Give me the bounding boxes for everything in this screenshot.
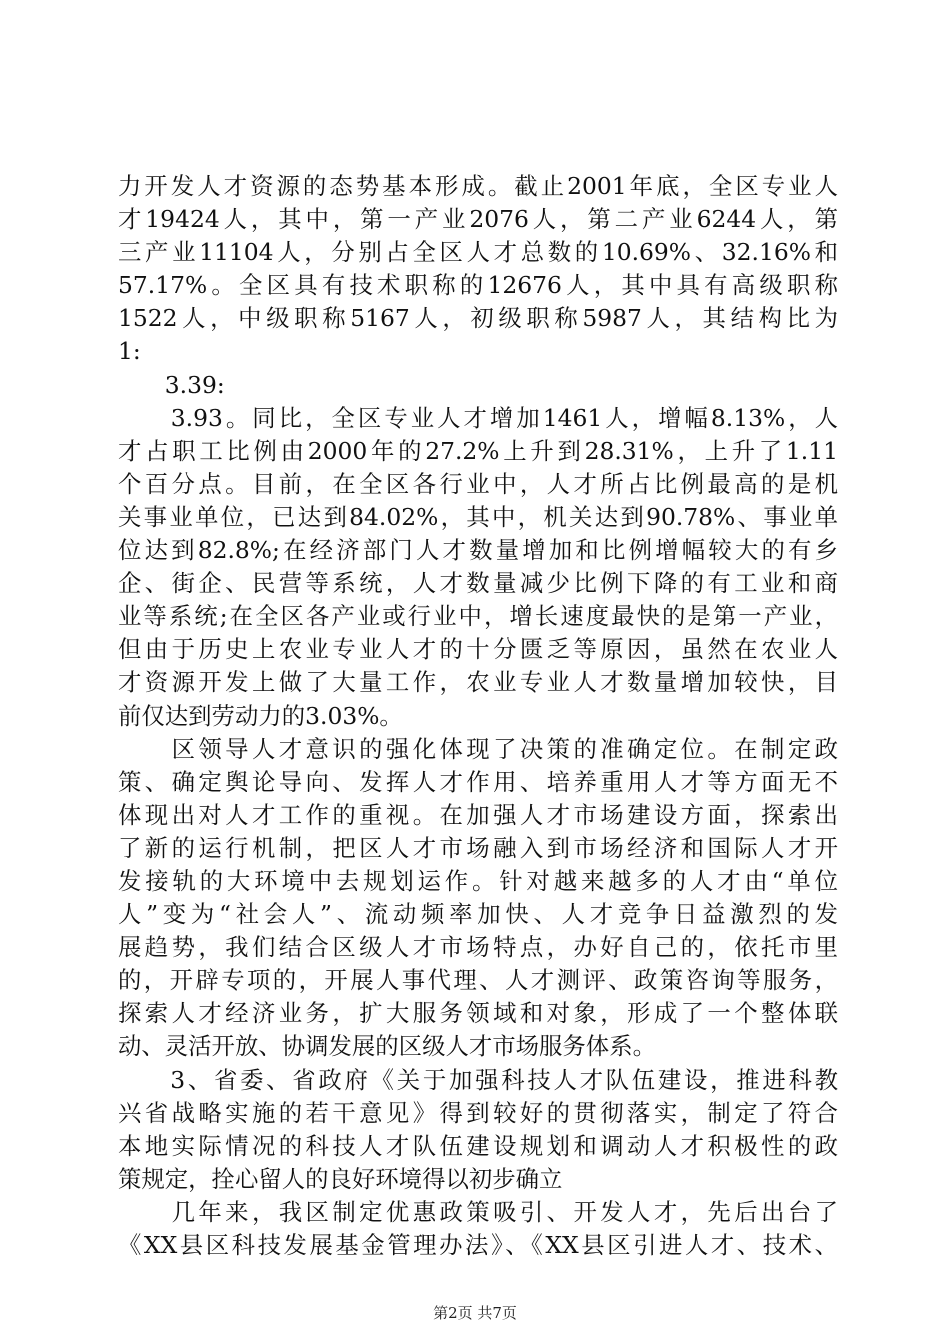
text-line: 人”变为“社会人”、流动频率加快、人才竞争日益激烈的发: [118, 900, 838, 929]
document-body: [118, 170, 838, 1262]
text-line: 个百分点。目前，在全区各行业中，人才所占比例最高的是机: [118, 469, 838, 498]
text-line: 才资源开发上做了大量工作，农业专业人才数量增加较快，目: [118, 668, 838, 697]
text-line: 的，开辟专项的，开展人事代理、人才测评、政策咨询等服务，: [118, 966, 838, 995]
text-line: 三产业11104人，分别占全区人才总数的10.69%、32.16%和: [118, 238, 838, 267]
text-line: 本地实际情况的科技人才队伍建设规划和调动人才积极性的政: [118, 1131, 838, 1160]
text-line: 才占职工比例由2000年的27.2%上升到28.31%，上升了1.11: [118, 436, 838, 465]
text-line: 关事业单位，已达到84.02%，其中，机关达到90.78%、事业单: [118, 502, 838, 531]
page-footer: 第2页 共7页: [433, 1304, 517, 1322]
text-line: 才19424人，其中，第一产业2076人，第二产业6244人，第: [118, 205, 838, 234]
text-line: 业等系统;在全区各产业或行业中，增长速度最快的是第一产业，: [118, 602, 838, 631]
text-line: 探索人才经济业务，扩大服务领域和对象，形成了一个整体联: [118, 999, 838, 1028]
text-line: 位达到82.8%;在经济部门人才数量增加和比例增幅较大的有乡: [118, 536, 838, 565]
text-line: 但由于历史上农业专业人才的十分匮乏等原因，虽然在农业人: [118, 635, 838, 664]
text-line: 1:: [118, 337, 141, 366]
text-line: 策规定，拴心留人的良好环境得以初步确立: [118, 1164, 563, 1193]
text-line: 57.17%。全区具有技术职称的12676人，其中具有高级职称: [118, 271, 838, 300]
text-line: 几年来，我区制定优惠政策吸引、开发人才，先后出台了: [118, 1197, 838, 1226]
text-line: 展趋势，我们结合区级人才市场特点，办好自己的，依托市里: [118, 933, 838, 962]
text-line: 了新的运行机制，把区人才市场融入到市场经济和国际人才开: [118, 833, 838, 862]
text-line: 发接轨的大环境中去规划运作。针对越来越多的人才由“单位: [118, 866, 838, 895]
text-line: 前仅达到劳动力的3.03%。: [118, 701, 403, 730]
text-line: 1522人，中级职称5167人，初级职称5987人，其结构比为: [118, 304, 838, 333]
text-line: 3.93。同比，全区专业人才增加1461人，增幅8.13%，人: [118, 403, 838, 432]
text-line: 区领导人才意识的强化体现了决策的准确定位。在制定政: [118, 734, 838, 763]
text-line: 兴省战略实施的若干意见》得到较好的贯彻落实，制定了符合: [118, 1098, 838, 1127]
text-line: 《XX县区科技发展基金管理办法》、《XX县区引进人才、技术、: [118, 1231, 838, 1259]
text-line: 力开发人才资源的态势基本形成。截止2001年底，全区专业人: [118, 172, 838, 200]
text-line: 企、街企、民营等系统，人才数量减少比例下降的有工业和商: [118, 569, 838, 598]
text-line: 策、确定舆论导向、发挥人才作用、培养重用人才等方面无不: [118, 767, 838, 796]
text-line: 3、省委、省政府《关于加强科技人才队伍建设，推进科教: [118, 1065, 838, 1094]
text-line: 3.39:: [118, 370, 225, 399]
text-line: 动、灵活开放、协调发展的区级人才市场服务体系。: [118, 1032, 656, 1061]
text-line: 体现出对人才工作的重视。在加强人才市场建设方面，探索出: [118, 800, 838, 829]
